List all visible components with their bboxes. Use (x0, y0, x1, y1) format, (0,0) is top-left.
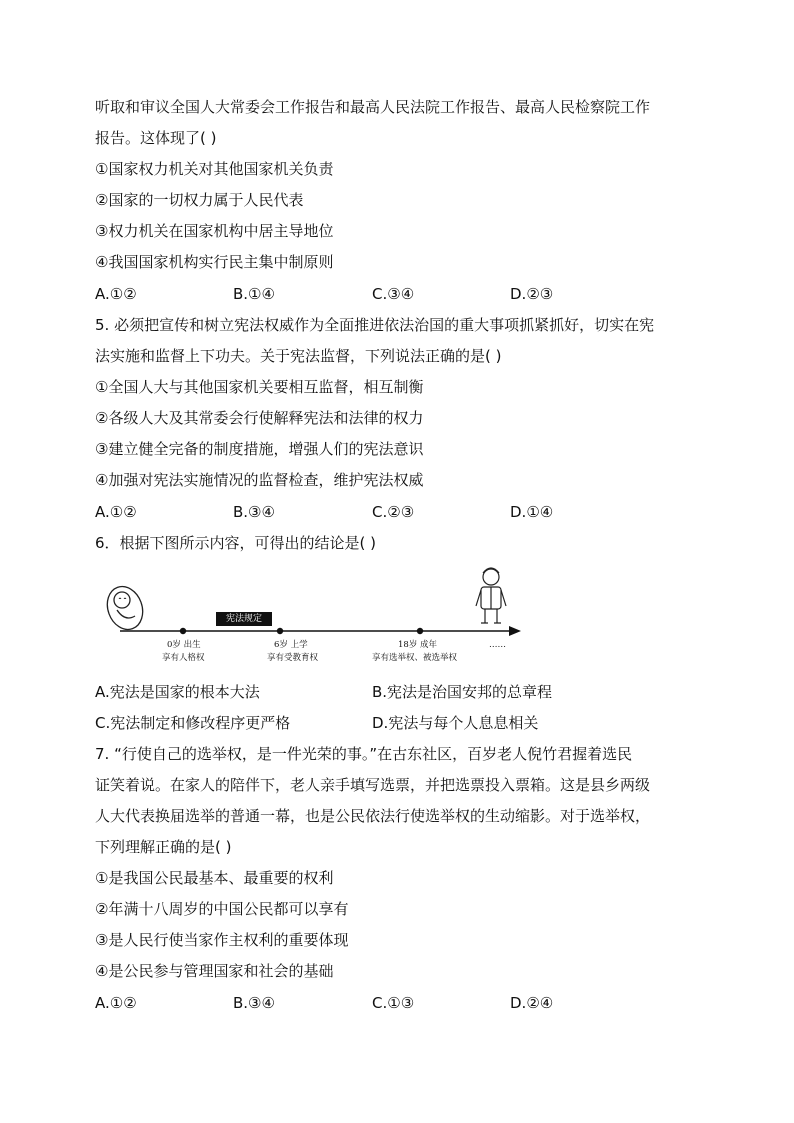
timeline-arrowhead (509, 626, 521, 636)
stage18-age: 18岁 成年 (398, 640, 438, 650)
q5-stem-line2: 法实施和监督上下功夫。关于宪法监督，下列说法正确的是( ) (95, 347, 502, 365)
q4-option-d: D.②③ (510, 285, 554, 303)
stage6-age: 6岁 上学 (274, 640, 308, 650)
q4-stem-line1: 听取和审议全国人大常委会工作报告和最高人民法院工作报告、最高人民检察院工作 (95, 98, 651, 116)
q7-item-4: ④是公民参与管理国家和社会的基础 (95, 962, 334, 980)
q6-stem: 6．根据下图所示内容，可得出的结论是( ) (95, 534, 377, 552)
q5-item-3: ③建立健全完备的制度措施，增强人们的宪法意识 (95, 440, 424, 458)
q5-item-4: ④加强对宪法实施情况的监督检查，维护宪法权威 (95, 471, 424, 489)
q4-stem-line2: 报告。这体现了( ) (95, 129, 217, 147)
stage0-age: 0岁 出生 (167, 640, 201, 650)
q7-item-1: ①是我国公民最基本、最重要的权利 (95, 869, 334, 887)
stage18-right: 享有选举权、被选举权 (372, 653, 458, 663)
q5-stem-line1: 5. 必须把宣传和树立宪法权威作为全面推进依法治国的重大事项抓紧抓好，切实在宪 (95, 316, 655, 334)
q7-item-3: ③是人民行使当家作主权利的重要体现 (95, 931, 349, 949)
q5-option-c: C.②③ (372, 503, 415, 521)
q4-item-3: ③权力机关在国家机构中居主导地位 (95, 222, 334, 240)
q4-item-4: ④我国国家机构实行民主集中制原则 (95, 253, 334, 271)
q6-option-d: D.宪法与每个人息息相关 (372, 714, 539, 732)
stage6-right: 享有受教育权 (267, 653, 319, 663)
q4-option-b: B.①④ (233, 285, 275, 303)
q5-option-b: B.③④ (233, 503, 275, 521)
q5-option-d: D.①④ (510, 503, 554, 521)
q4-option-c: C.③④ (372, 285, 415, 303)
q5-option-a: A.①② (95, 503, 137, 521)
q7-option-a: A.①② (95, 994, 137, 1012)
stage-dot-18 (417, 628, 423, 634)
stage-dot-6 (277, 628, 283, 634)
timeline-ellipsis: …… (489, 640, 506, 650)
adult-figure-icon (476, 568, 506, 623)
q4-option-a: A.①② (95, 285, 137, 303)
q4-item-1: ①国家权力机关对其他国家机关负责 (95, 160, 334, 178)
baby-icon (102, 582, 149, 635)
q4-item-2: ②国家的一切权力属于人民代表 (95, 191, 304, 209)
q6-option-a: A.宪法是国家的根本大法 (95, 683, 260, 701)
q6-option-b: B.宪法是治国安邦的总章程 (372, 683, 553, 701)
q7-stem-line4: 下列理解正确的是( ) (95, 838, 232, 856)
q5-item-1: ①全国人大与其他国家机关要相互监督，相互制衡 (95, 378, 424, 396)
stage0-right: 享有人格权 (162, 653, 205, 663)
q7-option-d: D.②④ (510, 994, 554, 1012)
q6-option-c: C.宪法制定和修改程序更严格 (95, 714, 291, 732)
q7-stem-line1: 7. “行使自己的选举权，是一件光荣的事。”在古东社区，百岁老人倪竹君握着选民 (95, 745, 633, 763)
q7-option-c: C.①③ (372, 994, 415, 1012)
q7-stem-line3: 人大代表换届选举的普通一幕，也是公民依法行使选举权的生动缩影。对于选举权， (95, 807, 651, 825)
q5-item-2: ②各级人大及其常委会行使解释宪法和法律的权力 (95, 409, 424, 427)
stage-dot-0 (180, 628, 186, 634)
q7-stem-line2: 证笑着说。在家人的陪伴下，老人亲手填写选票，并把选票投入票箱。这是县乡两级 (95, 776, 651, 794)
constitution-tag: 宪法规定 (216, 612, 272, 626)
q7-option-b: B.③④ (233, 994, 275, 1012)
q7-item-2: ②年满十八周岁的中国公民都可以享有 (95, 900, 349, 918)
